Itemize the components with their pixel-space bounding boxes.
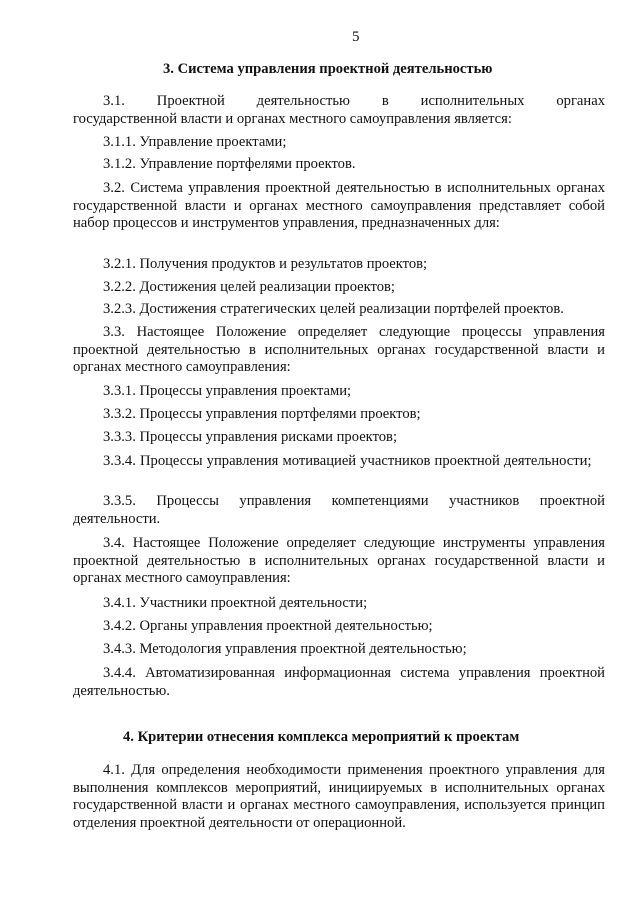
item-3-4-2: 3.4.2. Органы управления проектной деятельностью;: [103, 618, 433, 634]
item-3-3-3: 3.3.3. Процессы управления рисками проектов;: [103, 429, 398, 445]
item-3-2-1: 3.2.1. Получения продуктов и результатов проектов;: [103, 256, 428, 272]
item-3-3-5: 3.3.5. Процессы управления компетенциями участников проектной деятельности.: [73, 493, 605, 527]
paragraph-3-4: 3.4. Настоящее Положение определяет следующие инструменты управления проектной деятельностью в исполнительных органах государственной власти и органах местного самоуправления:: [73, 535, 605, 587]
item-3-3-1: 3.3.1. Процессы управления проектами;: [103, 383, 352, 399]
item-3-4-1: 3.4.1. Участники проектной деятельности;: [103, 595, 368, 611]
section-4-heading: 4. Критерии отнесения комплекса мероприятий к проектам: [123, 729, 520, 745]
item-3-4-3: 3.4.3. Методология управления проектной деятельностью;: [103, 641, 467, 657]
paragraph-3-1-line1: 3.1. Проектной деятельностью в исполнительных органах: [103, 93, 605, 109]
item-3-1-2: 3.1.2. Управление портфелями проектов.: [103, 156, 356, 172]
item-3-2-2: 3.2.2. Достижения целей реализации проектов;: [103, 279, 395, 295]
item-3-3-4: 3.3.4. Процессы управления мотивацией участников проектной деятельности;: [103, 453, 592, 469]
paragraph-3-3: 3.3. Настоящее Положение определяет следующие процессы управления проектной деятельностью в исполнительных органах государственной власти и органах местного самоуправления:: [73, 324, 605, 376]
paragraph-4-1: 4.1. Для определения необходимости применения проектного управления для выполнения комплексов мероприятий, инициируемых в исполнительных органах государственной власти и органах местного самоуправления, используется принцип отделения проектной деятельности от операционной.: [73, 762, 605, 831]
item-3-1-1: 3.1.1. Управление проектами;: [103, 134, 287, 150]
item-3-4-4: 3.4.4. Автоматизированная информационная система управления проектной деятельностью.: [73, 665, 605, 699]
page-number: 5: [352, 29, 360, 45]
section-3-heading: 3. Система управления проектной деятельностью: [163, 61, 493, 77]
item-3-2-3: 3.2.3. Достижения стратегических целей реализации портфелей проектов.: [103, 301, 564, 317]
item-3-3-2: 3.3.2. Процессы управления портфелями проектов;: [103, 406, 421, 422]
paragraph-3-1-line2: государственной власти и органах местного самоуправления является:: [73, 111, 512, 127]
paragraph-3-2: 3.2. Система управления проектной деятельностью в исполнительных органах государственной власти и органах местного самоуправления представляет собой набор процессов и инструментов управления, предназначенных для:: [73, 180, 605, 232]
